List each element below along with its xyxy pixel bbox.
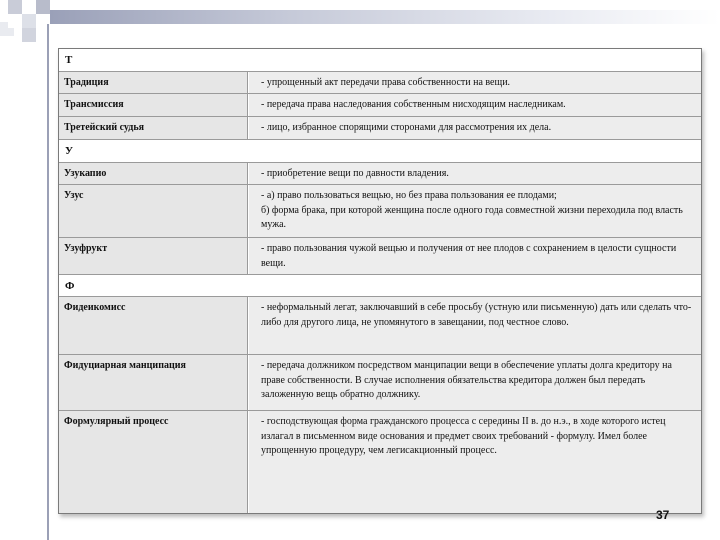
term-cell: Формулярный процесс	[59, 411, 248, 513]
section-letter: Ф	[65, 279, 75, 292]
section-header-t	[59, 49, 701, 72]
term-cell: Традиция	[59, 72, 248, 93]
definition-cell: - лицо, избранное спорящими сторонами для рассмотрения их дела.	[249, 117, 701, 139]
term-cell: Третейский судья	[59, 117, 248, 139]
section-letter: Т	[65, 54, 73, 66]
term-cell: Узукапио	[59, 163, 248, 184]
definition-cell: - передача должником посредством манципации вещи в обеспечение уплаты долга кредитору на праве собственности. В случае исполнения обязательства кредитора должен был передать заложенную вещь обратно должнику.	[249, 355, 701, 410]
table-row	[59, 117, 701, 140]
definition-cell: - а) право пользоваться вещью, но без права пользования ее плодами; б) форма брака, при которой женщина после одного года совместной жизни переходила под власть мужа.	[249, 185, 701, 237]
table-row	[59, 94, 701, 117]
left-vertical-rule	[47, 24, 49, 540]
definition-cell: - господствующая форма гражданского процесса с середины II в. до н.э., в ходе которого истец излагал в письменном виде основания и предмет своих требований - формулу. Имел более упрощенную процедуру, чем легисакционный процесс.	[249, 411, 701, 513]
table-row	[59, 297, 701, 355]
top-gradient-bar	[50, 10, 720, 24]
definition-cell: - передача права наследования собственным нисходящим наследникам.	[249, 94, 701, 116]
page-number: 37	[656, 508, 670, 522]
table-row	[59, 185, 701, 238]
term-cell: Узус	[59, 185, 248, 237]
definition-cell: - право пользования чужой вещью и получения от нее плодов с сохранением в целости сущности вещи.	[249, 238, 701, 274]
glossary-table	[58, 48, 702, 514]
table-row	[59, 163, 701, 185]
term-cell: Фидеикомисс	[59, 297, 248, 354]
table-row	[59, 355, 701, 411]
section-header-f	[59, 275, 701, 297]
table-row	[59, 411, 701, 513]
table-row	[59, 72, 701, 94]
table-row	[59, 238, 701, 275]
definition-cell: - неформальный легат, заключавший в себе просьбу (устную или письменную) дать или сделать что-либо для другого лица, не упомянутого в завещании, под честное слово.	[249, 297, 701, 354]
section-letter: У	[65, 145, 74, 157]
section-header-u	[59, 140, 701, 163]
term-cell: Трансмиссия	[59, 94, 248, 116]
definition-cell: - упрощенный акт передачи права собственности на вещи.	[249, 72, 701, 93]
term-cell: Фидуциарная манципация	[59, 355, 248, 410]
term-cell: Узуфрукт	[59, 238, 248, 274]
definition-cell: - приобретение вещи по давности владения.	[249, 163, 701, 184]
